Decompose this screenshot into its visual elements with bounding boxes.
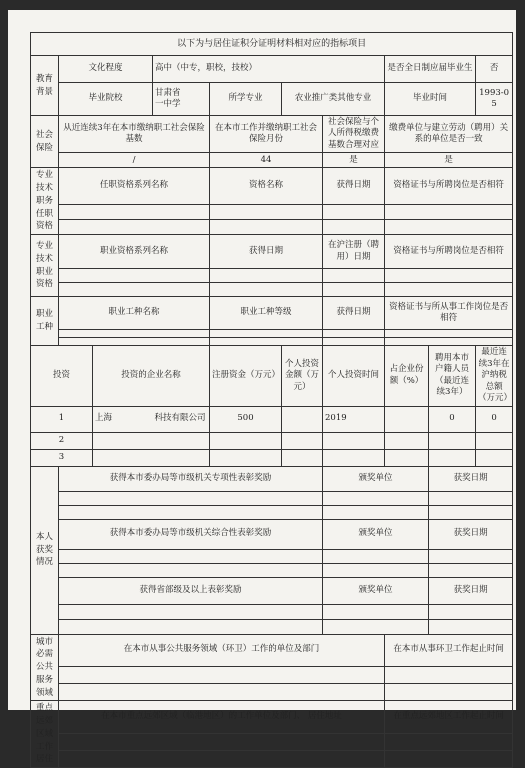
invest-row-no: 1 [31,406,93,432]
social-section-label: 社会 保险 [31,116,59,168]
invest-row-share [385,432,429,449]
indicator-table [30,32,513,768]
awards-section-label: 本人 获奖 情况 [31,466,59,634]
invest-row-hire: 0 [429,406,476,432]
invest-row-capital [210,449,282,466]
award-1-unit-label: 颁奖单位 [323,466,429,491]
suburb-section-label: 重点 远郊 区域 工作 居住 [31,701,59,768]
table-row [31,449,513,466]
invest-row-company [93,449,210,466]
work-header-name: 职业工种名称 [59,297,210,330]
invest-row-company [93,432,210,449]
invest-row-no: 2 [31,432,93,449]
form-title: 以下为与居住证积分证明材料相对应的指标项目 [31,33,513,56]
invest-row-tax [476,449,513,466]
invest-row-hire [429,449,476,466]
invest-row-amount [282,449,323,466]
invest-row-capital: 500 [210,406,282,432]
voc-section-label: 专业 技术 职业 资格 [31,235,59,297]
invest-row-company: 上海 科技有限公司 [93,406,210,432]
tech-header-date: 获得日期 [323,168,385,205]
invest-header-hire: 聘用本市户籍人员（最近连续3年） [429,346,476,406]
award-2-unit-label: 颁奖单位 [323,519,429,549]
invest-header-capital: 注册资金（万元） [210,346,282,406]
award-2-label: 获得本市委办局等市级机关综合性表彰奖励 [59,519,323,549]
work-section-label: 职业 工种 [31,297,59,346]
tech-section-label: 专业 技术 职务 任职 资格 [31,168,59,235]
invest-row-amount [282,406,323,432]
invest-header-time: 个人投资时间 [323,346,385,406]
indicator-form [30,32,513,765]
fresh-grad-value: 否 [476,56,513,83]
award-1-date-label: 获奖日期 [429,466,513,491]
tech-header-series: 任职资格系列名称 [59,168,210,205]
social-tax-value: 是 [323,153,385,168]
invest-row-capital [210,432,282,449]
grad-time-label: 毕业时间 [385,83,476,116]
major-label: 所学专业 [210,83,282,116]
invest-header-amount: 个人投资金额（万元） [282,346,323,406]
work-header-level: 职业工种等级 [210,297,323,330]
grad-time-value: 1993-05 [476,83,513,116]
social-header-months: 在本市工作并缴纳职工社会保险月份 [210,116,323,153]
table-row [31,432,513,449]
invest-header-tax: 最近连续3年在沪纳税总额（万元） [476,346,513,406]
education-level-label: 文化程度 [59,56,153,83]
school-value: 甘肃省 一中学 [153,83,210,116]
invest-row-time [323,449,385,466]
work-header-date: 获得日期 [323,297,385,330]
invest-row-tax [476,432,513,449]
award-2-date-label: 获奖日期 [429,519,513,549]
award-3-unit-label: 颁奖单位 [323,577,429,604]
major-value: 农业推广类其他专业 [282,83,385,116]
invest-row-share [385,406,429,432]
invest-row-no: 3 [31,449,93,466]
invest-header-company: 投资的企业名称 [93,346,210,406]
award-3-date-label: 获奖日期 [429,577,513,604]
voc-header-series: 职业资格系列名称 [59,235,210,269]
public-header-unit: 在本市从事公共服务领域（环卫）工作的单位及部门 [59,634,385,666]
social-header-tax: 社会保险与个人所得税缴费基数合理对应 [323,116,385,153]
school-label: 毕业院校 [59,83,153,116]
invest-row-time [323,432,385,449]
invest-header-share: 占企业份额（%） [385,346,429,406]
fresh-grad-label: 是否全日制应届毕业生 [385,56,476,83]
document-page [8,10,516,765]
social-header-base: 从近连续3年在本市缴纳职工社会保险基数 [59,116,210,153]
voc-header-match: 资格证书与所聘岗位是否相符 [385,235,513,269]
invest-section-label: 投资 [31,346,93,406]
tech-header-match: 资格证书与所聘岗位是否相符 [385,168,513,205]
social-employer-value: 是 [385,153,513,168]
voc-header-date: 获得日期 [210,235,323,269]
award-1-label: 获得本市委办局等市级机关专项性表彰奖励 [59,466,323,491]
social-base-value: / [59,153,210,168]
public-section-label: 城市 必需 公共 服务 领域 [31,634,59,701]
public-header-period: 在本市从事环卫工作起止时间 [385,634,513,666]
invest-row-share [385,449,429,466]
invest-row-tax: 0 [476,406,513,432]
invest-row-time: 2019 [323,406,385,432]
work-header-match: 资格证书与所从事工作岗位是否相符 [385,297,513,330]
tech-header-name: 资格名称 [210,168,323,205]
table-row [31,406,513,432]
voc-header-register: 在沪注册（聘用）日期 [323,235,385,269]
education-section-label: 教育 背景 [31,56,59,116]
suburb-header-period: 在重点远郊地区工作起止时间 [385,701,513,733]
suburb-header-unit: 在本市重点远郊区域（临港地区）的工作单位及部门、 居住地址 [59,701,385,733]
social-header-employer: 缴费单位与建立劳动（聘用）关系的单位是否一致 [385,116,513,153]
social-months-value: 44 [210,153,323,168]
award-3-label: 获得省部级及以上表彰奖励 [59,577,323,604]
education-level-value: 高中（中专，职校，技校） [153,56,385,83]
invest-row-amount [282,432,323,449]
invest-row-hire [429,432,476,449]
